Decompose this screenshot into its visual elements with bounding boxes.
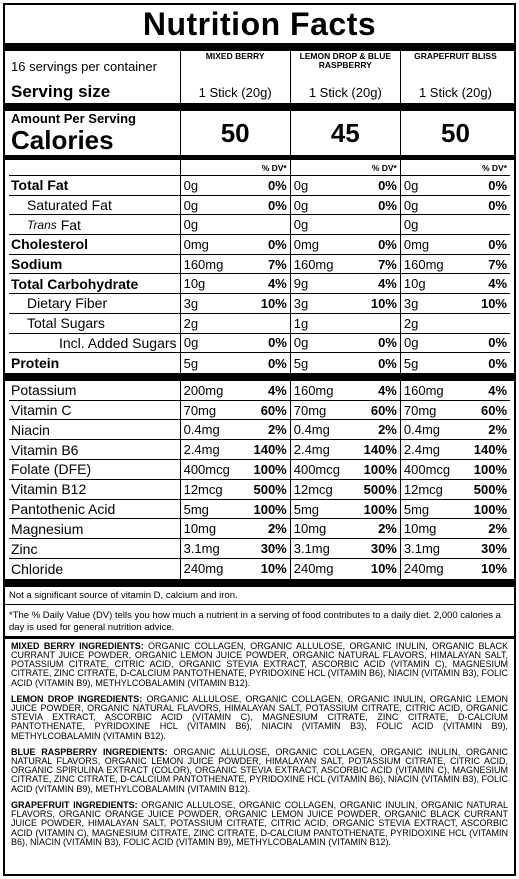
nutrient-cell [180, 334, 290, 353]
vitamin-label-text: Vitamin B6 [11, 441, 79, 458]
nutrient-label-text: Sodium [11, 256, 63, 273]
nutrient-label-text: Cholesterol [11, 236, 89, 253]
amount-value: 3g [183, 295, 199, 311]
amount-value: 10g [183, 276, 206, 292]
amount-value: 0g [183, 177, 199, 193]
amount-value: 0mg [183, 236, 209, 252]
amount-value: 1g [293, 315, 309, 331]
nutrient-label [9, 235, 180, 254]
nutrient-cell [180, 255, 290, 274]
dv-value: 2% [488, 422, 508, 438]
ingredient-list: ORGANIC ALLULOSE, ORGANIC COLLAGEN, ORGANIC INULIN, ORGANIC LEMON JUICE POWDER, ORGANIC NATURAL FLAVORS, HIMALAYAN SALT, POTASSIUM CITRATE, CITRIC ACID, ORGANIC STEVIA EXTRACT, ASCORBIC ACID (VITAMIN C), MAGNESIUM CITRATE, ZINC CITRATE, D-CALCIUM PANTOTHENATE, PYRIDOXINE HCL (VITAMIN B6), NIACIN (VITAMIN B3), FOLIC ACID (VITAMIN B9), METHYLCOBALAMIN (VITAMIN B12). [11, 693, 508, 741]
vitamin-cell [180, 381, 290, 400]
vitamin-cell [180, 519, 290, 538]
dv-value: 4% [378, 276, 397, 292]
vitamin-label-text: Magnesium [11, 520, 84, 537]
serving-size-row [9, 81, 510, 103]
vitamin-label-text: Chloride [11, 560, 64, 577]
flavor-header: LEMON DROP & BLUE RASPBERRY [290, 51, 400, 81]
amount-value: 3g [403, 295, 419, 311]
dv-value: 0% [378, 197, 397, 213]
ingredient-paragraph [11, 801, 508, 847]
vitamin-row [9, 539, 510, 559]
ingredient-list: ORGANIC ALLULOSE, ORGANIC COLLAGEN, ORGANIC INULIN, ORGANIC NATURAL FLAVORS, ORGANIC LEMON JUICE POWDER, HIMALAYAN SALT, POTASSIUM CITRATE, CITRIC ACID, ORGANIC SPIRULINA EXTRACT (COLOR), ORGANIC STEVIA EXTRACT, ASCORBIC ACID (VITAMIN C), MAGNESIUM CITRATE, ZINC CITRATE, D-CALCIUM PANTOTHENATE, PYRIDOXINE HCL (VITAMIN B6), NIACIN (VITAMIN B3), FOLIC ACID (VITAMIN B9), METHYLCOBALAMIN (VITAMIN B12). [11, 746, 508, 794]
nutrient-row [9, 196, 510, 216]
ingredients-section [9, 639, 510, 847]
amount-value: 0g [403, 335, 419, 351]
nutrient-cell [400, 196, 510, 215]
dv-value: 0% [378, 236, 397, 252]
dv-value: 2% [378, 521, 397, 537]
amount-value: 3.1mg [293, 541, 330, 557]
vitamin-label-text: Potassium [11, 382, 77, 399]
nutrient-label-text: Saturated Fat [27, 197, 112, 214]
nutrient-row [9, 353, 510, 373]
nutrient-cell [400, 353, 510, 373]
nutrient-label-text: Total Sugars [27, 315, 105, 332]
amount-value: 160mg [403, 256, 444, 272]
vitamin-rows [9, 381, 510, 579]
vitamin-label [9, 539, 180, 558]
amount-value: 0g [293, 177, 309, 193]
amount-value: 5mg [403, 501, 430, 517]
amount-per-serving: Amount Per Serving [11, 111, 136, 126]
amount-value: 2.4mg [293, 442, 330, 458]
nutrient-cell [400, 176, 510, 195]
vitamin-label [9, 460, 180, 479]
dv-value: 10% [370, 295, 397, 311]
amount-value: 0g [403, 197, 419, 213]
vitamin-row [9, 420, 510, 440]
serving-size-label: Serving size [11, 82, 111, 101]
nutrient-cell [290, 274, 400, 293]
amount-value: 0g [403, 177, 419, 193]
servings-per-container: 16 servings per container [11, 58, 157, 74]
nutrient-label [9, 176, 180, 195]
dv-value: 2% [267, 422, 287, 438]
panel-title: Nutrition Facts [142, 6, 377, 42]
amount-value: 2g [183, 315, 199, 331]
nutrient-label [9, 294, 180, 313]
thick-rule [5, 43, 514, 51]
nutrient-cell [180, 314, 290, 333]
amount-value: 70mg [293, 402, 327, 418]
vitamin-cell [400, 559, 510, 579]
dv-value: 2% [267, 521, 287, 537]
flavor-header: MIXED BERRY [180, 51, 290, 81]
vitamin-cell [400, 420, 510, 439]
nutrient-cell [180, 235, 290, 254]
amount-value: 2.4mg [403, 442, 441, 458]
amount-value: 9g [293, 276, 309, 292]
dv-value: 7% [267, 256, 287, 272]
amount-value: 12mcg [183, 481, 223, 497]
dv-value: 30% [260, 541, 287, 557]
ingredient-paragraph [11, 695, 508, 741]
nutrient-row [9, 334, 510, 354]
dv-value: 4% [267, 276, 287, 292]
vitamin-cell [290, 519, 400, 538]
amount-value: 5mg [183, 501, 209, 517]
nutrient-row [9, 176, 510, 196]
vitamin-cell [180, 539, 290, 558]
nutrient-label [9, 255, 180, 274]
not-significant-note: Not a significant source of vitamin D, calcium and iron. [5, 587, 514, 605]
vitamin-label-text: Zinc [11, 540, 38, 557]
nutrient-cell [290, 353, 400, 373]
amount-value: 5g [293, 355, 309, 371]
dv-value: 2% [378, 422, 397, 438]
vitamin-label [9, 519, 180, 538]
calories-value: 50 [180, 111, 290, 155]
vitamin-cell [290, 480, 400, 499]
amount-value: 12mcg [293, 481, 333, 497]
dv-value: 140% [363, 442, 397, 458]
vitamin-label [9, 500, 180, 519]
amount-value: 240mg [183, 561, 224, 577]
nutrient-cell [180, 196, 290, 215]
nutrient-label [9, 196, 180, 215]
vitamin-cell [180, 401, 290, 420]
dv-value: 100% [253, 501, 287, 517]
dv-value: 7% [488, 256, 508, 272]
vitamin-label [9, 559, 180, 579]
vitamin-cell [180, 420, 290, 439]
vitamin-cell [290, 559, 400, 579]
vitamin-cell [180, 460, 290, 479]
dv-value: 2% [488, 521, 508, 537]
amount-value: 10mg [183, 521, 217, 537]
ingredient-heading: MIXED BERRY INGREDIENTS: [11, 640, 144, 651]
serving-size-value: 1 Stick (20g) [290, 81, 400, 103]
dv-header: % DV* [290, 160, 400, 175]
nutrient-cell [290, 176, 400, 195]
nutrient-cell [290, 255, 400, 274]
calories-label-block [9, 111, 180, 155]
dv-value: 100% [473, 501, 508, 517]
amount-value: 5g [403, 355, 419, 371]
nutrient-cell [180, 176, 290, 195]
dv-value: 140% [473, 442, 508, 458]
vitamin-label [9, 401, 180, 420]
nutrient-cell [400, 334, 510, 353]
amount-value: 0g [293, 335, 309, 351]
amount-value: 5mg [293, 501, 320, 517]
nutrient-cell [290, 196, 400, 215]
amount-value: 240mg [403, 561, 444, 577]
flavor-header: GRAPEFRUIT BLISS [400, 51, 510, 81]
nutrient-row [9, 314, 510, 334]
vitamin-label [9, 440, 180, 459]
amount-value: 3.1mg [183, 541, 220, 557]
ingredient-heading: BLUE RASPBERRY INGREDIENTS: [11, 746, 168, 757]
dv-value: 30% [480, 541, 508, 557]
amount-value: 12mcg [403, 481, 443, 497]
dv-value: 100% [473, 461, 508, 477]
nutrient-label-text: Protein [11, 355, 60, 372]
nutrient-label-prefix: Trans [27, 217, 57, 232]
nutrition-facts-panel [3, 3, 516, 876]
amount-value: 2.4mg [183, 442, 220, 458]
dv-value: 0% [268, 335, 287, 351]
amount-value: 10mg [293, 521, 327, 537]
amount-value: 0g [403, 217, 419, 233]
amount-value: 0g [183, 197, 199, 213]
amount-value: 0g [293, 217, 309, 233]
nutrient-cell [400, 235, 510, 254]
vitamin-cell [290, 420, 400, 439]
dv-value: 60% [480, 402, 508, 418]
nutrient-label [9, 215, 180, 234]
dv-value: 10% [260, 295, 287, 311]
nutrient-row [9, 215, 510, 235]
nutrient-cell [400, 255, 510, 274]
vitamin-row [9, 559, 510, 579]
vitamin-row [9, 381, 510, 401]
ingredient-paragraph [11, 748, 508, 794]
dv-value: 0% [488, 177, 508, 193]
nutrient-cell [290, 235, 400, 254]
amount-value: 3.1mg [403, 541, 441, 557]
nutrient-cell [180, 274, 290, 293]
amount-value: 160mg [403, 382, 444, 398]
dv-header: % DV* [180, 160, 290, 175]
serving-size-value: 1 Stick (20g) [400, 81, 510, 103]
vitamin-cell [180, 480, 290, 499]
nutrient-label-text: Dietary Fiber [27, 295, 108, 312]
ingredient-list: ORGANIC ALLULOSE, ORGANIC COLLAGEN, ORGANIC INULIN, ORGANIC NATURAL FLAVORS, ORGANIC ORANGE JUICE POWDER, ORGANIC LEMON JUICE POWDER, ORGANIC BLACK CURRANT JUICE POWDER, HIMALAYAN SALT, POTASSIUM CITRATE, CITRIC ACID, ORGANIC STEVIA EXTRACT, ASCORBIC ACID (VITAMIN C), MAGNESIUM CITRATE, ZINC CITRATE, D-CALCIUM PANTOTHENATE, PYRIDOXINE HCL (VITAMIN B6), NIACIN (VITAMIN B3), FOLIC ACID (VITAMIN B9), METHYLCOBALAMIN (VITAMIN B12). [11, 799, 508, 847]
nutrient-row [9, 255, 510, 275]
dv-value: 10% [480, 561, 508, 577]
dv-value: 140% [253, 442, 287, 458]
vitamin-label-text: Pantothenic Acid [11, 501, 116, 518]
vitamin-row [9, 460, 510, 480]
dv-value: 7% [378, 256, 397, 272]
nutrient-label-text: Fat [60, 216, 81, 233]
vitamin-cell [400, 401, 510, 420]
dv-value: 10% [370, 561, 397, 577]
amount-value: 0.4mg [403, 422, 441, 438]
nutrient-cell [290, 294, 400, 313]
amount-value: 160mg [293, 256, 334, 272]
amount-value: 0.4mg [293, 422, 330, 438]
dv-value: 0% [267, 236, 287, 252]
dv-value: 0% [267, 355, 287, 371]
dv-header: % DV* [400, 160, 510, 175]
ingredient-paragraph [11, 642, 508, 688]
dv-value: 100% [363, 461, 397, 477]
dv-value: 60% [370, 402, 397, 418]
dv-value: 10% [480, 295, 507, 311]
dv-value: 0% [488, 335, 508, 351]
amount-value: 3g [293, 295, 309, 311]
amount-value: 0g [293, 197, 309, 213]
thick-rule [5, 103, 514, 111]
amount-value: 200mg [183, 382, 224, 398]
vitamin-cell [290, 381, 400, 400]
dv-value: 0% [488, 197, 507, 213]
nutrient-label [9, 314, 180, 333]
vitamin-row [9, 519, 510, 539]
amount-value: 0g [183, 335, 199, 351]
vitamin-cell [400, 480, 510, 499]
vitamin-cell [180, 500, 290, 519]
vitamin-cell [400, 539, 510, 558]
nutrient-cell [290, 314, 400, 333]
nutrient-cell [290, 215, 400, 234]
dv-value: 100% [253, 461, 287, 477]
ingredient-heading: GRAPEFRUIT INGREDIENTS: [11, 799, 138, 810]
nutrient-cell [290, 334, 400, 353]
dv-value: 0% [378, 355, 397, 371]
vitamin-label-text: Vitamin B12 [11, 481, 87, 498]
dv-value: 4% [488, 382, 508, 398]
vitamin-cell [400, 460, 510, 479]
calories-row [9, 111, 510, 155]
vitamin-label-text: Niacin [11, 421, 50, 438]
vitamin-cell [290, 539, 400, 558]
vitamin-row [9, 401, 510, 421]
amount-value: 70mg [403, 402, 437, 418]
nutrient-cell [400, 215, 510, 234]
amount-value: 160mg [183, 256, 224, 272]
amount-value: 400mcg [183, 461, 230, 477]
vitamin-label [9, 480, 180, 499]
dv-value: 0% [378, 335, 397, 351]
amount-value: 400mcg [403, 461, 451, 477]
amount-value: 2g [403, 315, 419, 331]
servings-header-row [9, 51, 510, 81]
amount-value: 0.4mg [183, 422, 220, 438]
vitamin-cell [400, 381, 510, 400]
vitamin-cell [290, 500, 400, 519]
dv-value: 0% [488, 236, 508, 252]
amount-value: 240mg [293, 561, 334, 577]
vitamin-cell [180, 440, 290, 459]
amount-value: 0mg [403, 236, 430, 252]
dv-value: 500% [473, 481, 508, 497]
ingredient-list: ORGANIC COLLAGEN, ORGANIC ALLULOSE, ORGANIC INULIN, ORGANIC BLACK CURRANT JUICE POWDER, ORGANIC LEMON JUICE POWDER, ORGANIC NATURAL FLAVORS, HIMALAYAN SALT, POTASSIUM CITRATE, CITRIC ACID, ORGANIC STEVIA EXTRACT, ASCORBIC ACID (VITAMIN C), MAGNESIUM CITRATE, ZINC CITRATE, D-CALCIUM PANTOTHENATE, PYRIDOXINE HCL (VITAMIN B6), NIACIN (VITAMIN B3), FOLIC ACID (VITAMIN B9), METHYLCOBALAMIN (VITAMIN B12). [11, 640, 508, 688]
dv-value: 30% [370, 541, 397, 557]
vitamin-row [9, 480, 510, 500]
vitamin-cell [400, 519, 510, 538]
dv-value: 0% [488, 355, 508, 371]
amount-value: 5g [183, 355, 199, 371]
nutrient-row [9, 294, 510, 314]
dv-value: 4% [488, 276, 508, 292]
amount-value: 160mg [293, 382, 334, 398]
nutrient-label [9, 274, 180, 293]
dv-value: 500% [253, 481, 287, 497]
calories-value: 45 [290, 111, 400, 155]
vitamin-label-text: Folate (DFE) [11, 461, 92, 478]
vitamin-cell [400, 500, 510, 519]
vitamin-cell [290, 401, 400, 420]
nutrient-label-text: Total Fat [11, 177, 69, 194]
vitamin-label-text: Vitamin C [11, 402, 72, 419]
dv-value: 0% [378, 177, 397, 193]
amount-value: 400mcg [293, 461, 340, 477]
vitamin-cell [400, 440, 510, 459]
amount-value: 70mg [183, 402, 217, 418]
nutrient-label [9, 334, 180, 353]
nutrient-cell [180, 353, 290, 373]
nutrient-rows [9, 176, 510, 373]
nutrient-cell [400, 294, 510, 313]
dv-value: 10% [260, 561, 287, 577]
dv-value: 500% [363, 481, 397, 497]
nutrient-cell [400, 274, 510, 293]
amount-value: 10mg [403, 521, 437, 537]
vitamin-label [9, 381, 180, 400]
dv-value: 0% [267, 197, 287, 213]
dv-value: 0% [267, 177, 287, 193]
thick-rule [5, 373, 514, 381]
amount-value: 0g [183, 217, 199, 233]
vitamin-cell [290, 460, 400, 479]
nutrient-label-text: Incl. Added Sugars [59, 334, 177, 351]
vitamin-cell [180, 559, 290, 579]
nutrient-label [9, 353, 180, 373]
ingredient-heading: LEMON DROP INGREDIENTS: [11, 693, 143, 704]
calories-label: Calories [11, 125, 114, 155]
serving-size-value: 1 Stick (20g) [180, 81, 290, 103]
vitamin-cell [290, 440, 400, 459]
vitamin-row [9, 500, 510, 520]
nutrient-label-text: Total Carbohydrate [11, 275, 139, 292]
nutrient-row [9, 274, 510, 294]
dv-footnote: *The % Daily Value (DV) tells you how much a nutrient in a serving of food contributes to a daily diet. 2,000 calories a day is used for general nutrition advice. [9, 609, 501, 633]
nutrient-cell [180, 215, 290, 234]
dv-value: 4% [267, 382, 287, 398]
amount-value: 0mg [293, 236, 320, 252]
nutrient-cell [400, 314, 510, 333]
dv-header-row [9, 160, 510, 176]
nutrient-cell [180, 294, 290, 313]
calories-value: 50 [400, 111, 510, 155]
vitamin-row [9, 440, 510, 460]
amount-value: 10g [403, 276, 426, 292]
vitamin-label [9, 420, 180, 439]
dv-value: 60% [260, 402, 287, 418]
nutrient-row [9, 235, 510, 255]
thick-rule [5, 579, 514, 587]
dv-value: 4% [378, 382, 397, 398]
dv-value: 100% [363, 501, 397, 517]
